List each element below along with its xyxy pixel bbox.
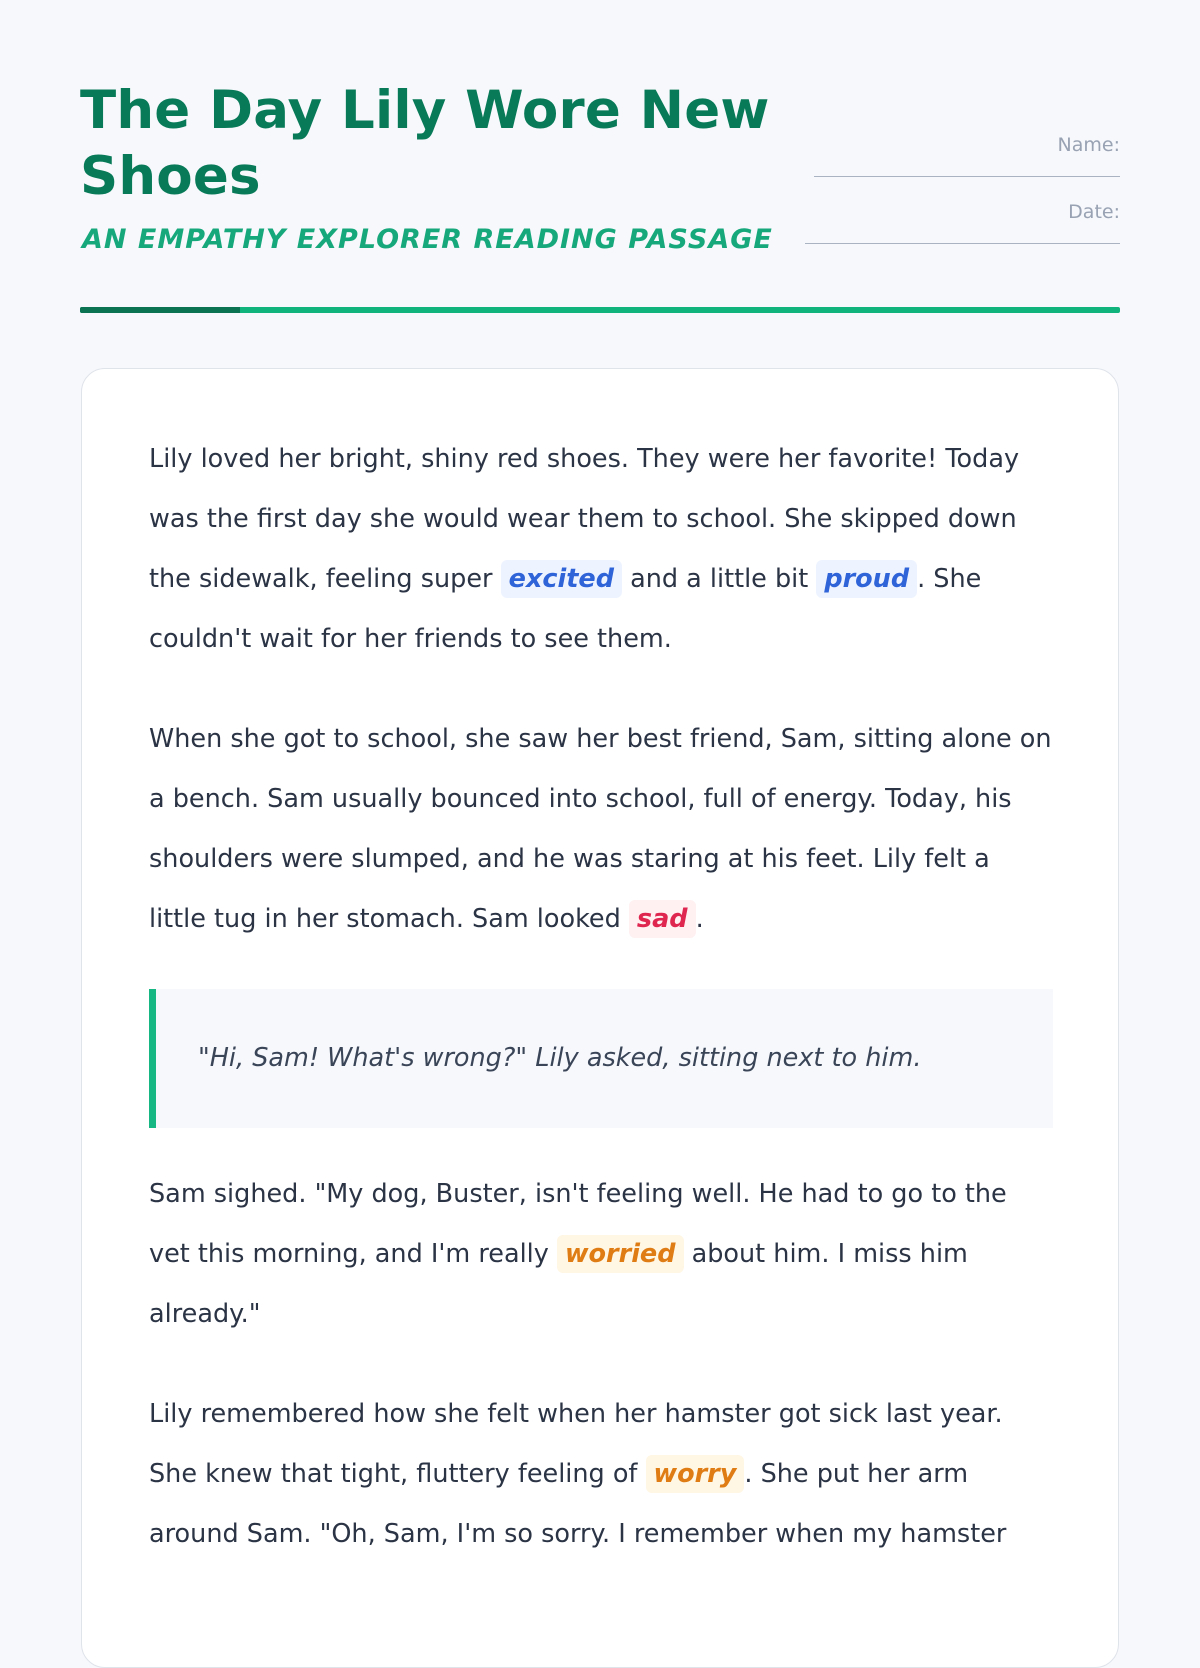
paragraph-text: . She couldn't wait for her friends to see them. [149, 564, 982, 654]
emotion-word-worried: worried [557, 1235, 684, 1273]
date-field[interactable] [805, 200, 1120, 267]
paragraph-text: . She put her arm around Sam. "Oh, Sam, I'm so sorry. I remember when my hamster [149, 1459, 1007, 1549]
emotion-word-sad: sad [629, 900, 696, 938]
paragraph-text: and a little bit [621, 564, 817, 594]
worksheet-header [80, 78, 1120, 318]
name-field[interactable] [805, 133, 1120, 200]
paragraph-text: Lily remembered how she felt when her hamster got sick last year. She knew that tight, fluttery feeling of [149, 1399, 1003, 1489]
date-label: Date: [1068, 201, 1120, 223]
reading-passage-card [81, 368, 1119, 1668]
page-title: The Day Lily Wore New Shoes [80, 80, 770, 207]
header-divider-accent [80, 307, 240, 313]
emotion-word-worry: worry [646, 1455, 745, 1493]
paragraph-text: Lily loved her bright, shiny red shoes. They were her favorite! Today was the first day she would wear them to school. She skipped down the sidewalk, feeling super [149, 444, 1020, 594]
paragraph-text: about him. I miss him already." [149, 1239, 968, 1329]
paragraph-text: . [695, 904, 704, 934]
header-divider [80, 307, 1120, 313]
emotion-word-excited: excited [501, 560, 622, 598]
passage-paragraph [149, 429, 1053, 669]
passage-paragraph [149, 1164, 1053, 1344]
page-subtitle: AN EMPATHY EXPLORER READING PASSAGE [82, 224, 773, 255]
student-info-fields [805, 133, 1120, 267]
paragraph-text: Sam sighed. "My dog, Buster, isn't feeling well. He had to go to the vet this morning, and I'm really [149, 1179, 1007, 1269]
passage-paragraph [149, 1384, 1053, 1564]
name-line[interactable] [814, 176, 1120, 177]
emotion-word-proud: proud [816, 560, 917, 598]
dialogue-quote: "Hi, Sam! What's wrong?" Lily asked, sitting next to him. [149, 989, 1053, 1128]
passage-paragraph [149, 709, 1053, 949]
name-label: Name: [1057, 134, 1120, 156]
paragraph-text: When she got to school, she saw her best friend, Sam, sitting alone on a bench. Sam usually bounced into school, full of energy. Today, his shoulders were slumped, and he was staring at his feet. Lily felt a little tug in her stomach. Sam looked [149, 724, 1052, 934]
date-line[interactable] [805, 243, 1120, 244]
reading-passage [149, 429, 1053, 1604]
